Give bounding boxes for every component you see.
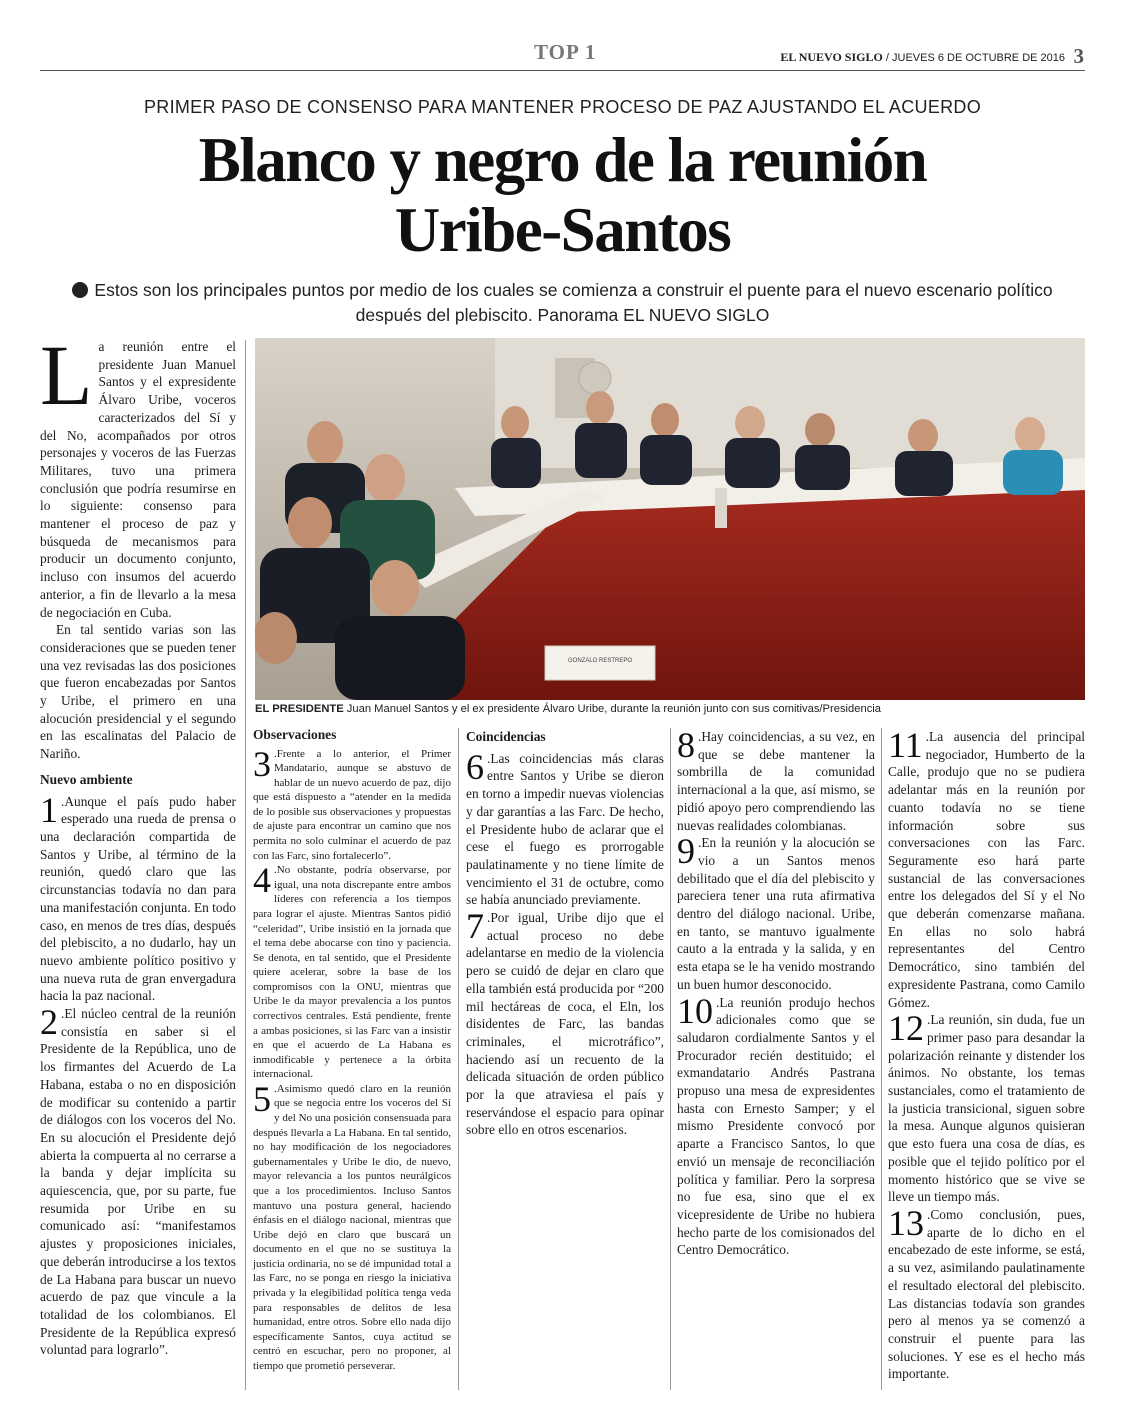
point-12: 12 .La reunión, sin duda, fue un primer paso para desandar la polarización reinante y distender los ánimos. No obstante, los temas sustanciales, como el tratamiento de la justicia transicional, siguen sobre la mesa. Aunque algunos quisieran que esto fuera una cosa de días, es posible que el tejido político por el momento histórico que se vive se lleve un tiempo más. — [888, 1008, 1085, 1205]
photo-caption — [255, 703, 1085, 715]
column-4 — [677, 725, 875, 1259]
column-divider — [458, 728, 459, 1390]
column-2 — [253, 728, 451, 1373]
headline-line-2: Uribe-Santos — [394, 195, 731, 265]
subhead-nuevo-ambiente: Nuevo ambiente — [40, 771, 133, 787]
point-8: 8 .Hay coincidencias, a su vez, en que se debe mantener la sombrilla de la comunidad internacional a la que, así mismo, se pidió apoyo pero comprendiendo las nuevas realidades colombianas. — [677, 725, 875, 833]
point-2: 2 .El núcleo central de la reunión consistía en saber si el Presidente de la República, uno de los firmantes del Acuerdo de La Habana, estaba o no en disposición de modificar su contenido a partir de diálogos con los voceros del No. En su alocución el Presidente dejó abierta la compuerta al no cerrarse a la banda y dejar implícita su aquiescencia, que, por su parte, fue resumida por Uribe en su comunicado así: “manifestamos ajustes y proposiciones iniciales, que deberán introducirse a los textos de La Habana para buscar un nuevo acuerdo de paz que vincule a la totalidad de los colombianos. El Presidente de la República expresó voluntad para lograrlo”. — [40, 1002, 236, 1358]
point-10: 10 .La reunión produjo hechos adicionales como que se saludaron cordialmente Santos y el Procurador recién destituido; el exmandatario Andrés Pastrana propuso una mesa de expresidentes hasta con Ernesto Samper; y el mismo Presidente convocó por aparte a Francisco Santos, lo que envió un mensaje de reconciliación política y familiar. Pero la sorpresa no fue esa, sino que el ex vicepresidente de Uribe no hubiera hecho parte de los comisionados del Centro Democrático. — [677, 990, 875, 1258]
point-1: 1 .Aunque el país pudo haber esperado una rueda de prensa o una declaración compartida de Santos y Uribe, al término de la reunión, quedó claro que las circunstancias todavía no dan para una manifestación conjunta. En todo caso, en menos de tres días, después del plebiscito, a no dudarlo, hay un nuevo ambiente político positivo y una nueva ruta de gran envergadura hacia la paz nacional. — [40, 789, 236, 1004]
masthead-rule — [40, 70, 1085, 71]
deck — [60, 278, 1065, 328]
headline-line-1: Blanco y negro de la reunión — [198, 125, 927, 195]
column-3 — [466, 728, 664, 1139]
bullet-icon — [72, 282, 88, 298]
caption-text: Juan Manuel Santos y el ex presidente Álvaro Uribe, durante la reunión junto con sus comitivas/Presidencia — [343, 703, 881, 715]
deck-text: Estos son los principales puntos por medio de los cuales se comienza a construir el puente para el nuevo escenario político después del plebiscito. Panorama EL NUEVO SIGLO — [94, 280, 1053, 325]
newspaper-name: EL NUEVO SIGLO — [780, 50, 883, 64]
paragraph: En tal sentido varias son las consideraciones que se pueden tener una vez revisadas las dos posiciones que fueron encabezadas por Santos y Uribe, el primero en una alocución presidencial y el segundo en las escalinatas del Palacio de Nariño. — [40, 622, 236, 762]
column-5 — [888, 725, 1085, 1383]
point-11: 11 .La ausencia del principal negociador, Humberto de la Calle, produjo que no se pudiera adelantar más en la reunión por cuanto todavía no se tiene información sobre sus conversaciones con las Farc. Seguramente eso hará parte sustancial de las conversaciones entre los delegados del Sí y el No que deberán comenzarse mañana. En ellas no solo habrá representantes del Centro Democrático, sino también del expresidente Pastrana, como Camilo Gómez. — [888, 725, 1085, 1010]
subhead-coincidencias: Coincidencias — [466, 729, 546, 744]
point-6: 6 .Las coincidencias más claras entre Santos y Uribe se dieron en torno a impedir nuevas violencias y dar garantías a las Farc. De hecho, el Presidente hubo de aclarar que el cese el fuego es prorrogable paulatinamente y no tiene límite de vencimiento el 31 de octubre, como se había anunciado previamente. — [466, 746, 664, 908]
column-divider — [670, 728, 671, 1390]
point-13: 13 .Como conclusión, pues, aparte de lo dicho en el encabezado de este informe, se está, a su vez, asimilando paulatinamente el resultado electoral del plebiscito. Las distancias todavía son grandes pero al menos ya se comenzó a construir el puente para las soluciones. Y ese es el hecho más importante. — [888, 1202, 1085, 1382]
point-9: 9 .En la reunión y la alocución se vio a un Santos menos debilitado que el día del plebiscito y pareciera tener una ruta afirmativa dentro del diálogo nacional. Uribe, en tanto, se mantuvo igualmente cauto a la entrada y la salida, y en esta etapa se le ha venido mostrando un buen humor desconocido. — [677, 831, 875, 992]
column-1 — [40, 327, 236, 1359]
point-7: 7 .Por igual, Uribe dijo que el actual proceso no debe adelantarse en medio de la violencia pero se cuidó de dejar en claro que ella también está producida por “200 mil hectáreas de coca, el Eln, los disidentes de Farc, las bandas criminales, el microtráfico”, haciendo así un recuento de la delicada situación de orden público por la que atraviesa el país y reservándose el espacio para opinar sobre ello en otros escenarios. — [466, 906, 664, 1138]
intro-paragraph: La reunión entre el presidente Juan Manuel Santos y el expresidente Álvaro Uribe, voceros caracterizados del Sí y del No, acompañados por otros personajes y voceros de las Fuerzas Militares, tuvo una primera conclusión que podría resumirse en lo siguiente: consenso para mantener el proceso de paz y búsqueda de mecanismos para producir un documento conjunto, incluso con insumos del acuerdo anterior, a fin de llevarlo a la mesa de negociación en Cuba. — [40, 327, 236, 620]
column-divider — [245, 340, 246, 1390]
meeting-photo — [255, 338, 1085, 700]
column-divider — [881, 728, 882, 1390]
subhead-observaciones: Observaciones — [253, 727, 337, 742]
point-4: 4 .No obstante, podría observarse, por igual, una nota discrepante entre ambos líderes con referencia a los tiempos para lograr el ajuste. Mientras Santos pidió “celeridad”, Uribe insistió en la jornada que el tema debe abocarse con tino y paciencia. Se denota, en tal sentido, que el Presidente quiere acelerar, sobre la base de los compromisos con la ONU, mientras que Uribe le da mayor prevalencia a los puntos correctivos centrales. Está pendiente, frente a ambas posiciones, si las Farc van a insistir en que el acuerdo de La Habana es inmodificable y pertenece a la órbita internacional. — [253, 860, 451, 1081]
point-3: 3 .Frente a lo anterior, el Primer Mandatario, aunque se abstuvo de hablar de un nuevo acuerdo de paz, dijo que está dispuesto a “atender en la medida de lo posible sus observaciones y propuestas de ajuste para encontrar un camino que nos permita no solo culminar el acuerdo de paz con las Farc, sino fortalecerlo”. — [253, 743, 451, 862]
page-number: 3 — [1073, 44, 1084, 68]
headline — [60, 125, 1065, 265]
nameplate-text: GONZALO RESTREPO — [567, 658, 633, 664]
caption-lead: EL PRESIDENTE — [255, 703, 344, 715]
point-5: 5 .Asimismo quedó claro en la reunión que se negocia entre los voceros del Sí y del No una posición consensuada para después llevarla a La Habana. En tal sentido, no hay modificación de los negociadores gubernamentales y Uribe le dio, de nuevo, mayor relevancia a los puntos neurálgicos que a los procedimientos. Incluso Santos mantuvo una postura general, haciendo énfasis en el diálogo nacional, mientras que Uribe dejó en claro que buscará un documento en el que no se sustituya la justicia ordinaria, no se dé impunidad total a las Farc, no se ponga en riesgo la iniciativa privada y la elegibilidad política tenga veda para responsables de delitos de lesa humanidad, entre otros. Sobre ello nada dijo específicamente Santos, cuya actitud se centró en escuchar, pero no proponer, al tiempo que prometió perseverar. — [253, 1078, 451, 1372]
section-label: TOP 1 — [534, 40, 597, 64]
kicker: PRIMER PASO DE CONSENSO PARA MANTENER PROCESO DE PAZ AJUSTANDO EL ACUERDO — [143, 97, 982, 117]
dropcap: L — [40, 327, 93, 423]
paper-info — [780, 50, 1065, 65]
issue-date: / JUEVES 6 DE OCTUBRE DE 2016 — [882, 52, 1065, 64]
